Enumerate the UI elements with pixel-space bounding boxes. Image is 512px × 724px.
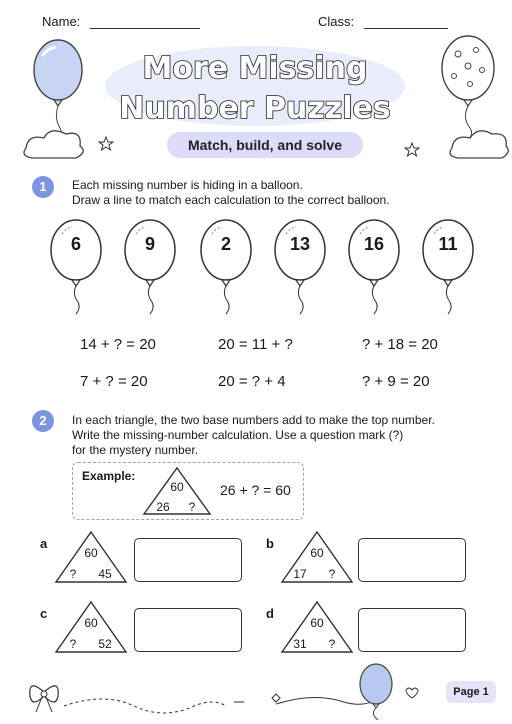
balloon-number: 9 <box>144 234 155 254</box>
balloon-number: 13 <box>289 234 311 254</box>
class-line[interactable] <box>364 28 448 29</box>
triangle-right-number: ? <box>188 500 196 514</box>
triangle-top-number: 60 <box>310 616 324 630</box>
triangle-top-number: 60 <box>310 546 324 560</box>
answer-box[interactable] <box>134 538 242 582</box>
equation[interactable]: 20 = ? + 4 <box>218 373 286 390</box>
triangle-right-number: 45 <box>98 567 112 581</box>
example-triangle <box>142 466 212 516</box>
equation[interactable]: 7 + ? = 20 <box>80 373 148 390</box>
balloon[interactable] <box>272 218 328 328</box>
triangle-right-number: 52 <box>98 637 112 651</box>
page-number-badge: Page 1 <box>446 681 496 703</box>
triangle-left-number: 31 <box>293 637 307 651</box>
answer-box[interactable] <box>358 538 466 582</box>
balloon[interactable] <box>198 218 254 328</box>
triangle-left-number: 26 <box>156 500 170 514</box>
star-icon <box>404 142 420 158</box>
class-field-group <box>318 14 448 29</box>
equation[interactable]: ? + 18 = 20 <box>362 336 438 353</box>
triangle-right-number: ? <box>328 637 336 651</box>
puzzle-letter: d <box>266 606 274 621</box>
name-field-group <box>42 14 200 29</box>
section-number-badge: 1 <box>32 176 54 198</box>
puzzle-triangle <box>280 530 354 584</box>
bow-icon <box>30 686 58 712</box>
balloon-number: 6 <box>70 234 81 254</box>
heart-icon <box>406 688 418 698</box>
puzzle-triangle <box>54 600 128 654</box>
example-label: Example: <box>82 469 136 483</box>
name-label: Name: <box>42 14 81 29</box>
section-number-badge: 2 <box>32 410 54 432</box>
title-line1: More Missing <box>142 51 368 86</box>
balloon-number: 2 <box>220 234 231 254</box>
section1-instructions <box>72 178 390 208</box>
triangle-top-number: 60 <box>84 616 98 630</box>
puzzle-letter: c <box>40 606 48 621</box>
title-line2: Number Puzzles <box>119 91 391 126</box>
name-line[interactable] <box>90 28 200 29</box>
balloon[interactable] <box>122 218 178 328</box>
triangle-left-number: 17 <box>293 567 307 581</box>
triangle-left-number: ? <box>69 567 77 581</box>
footer-decoration <box>14 662 434 722</box>
instruction-line: Write the missing-number calculation. Use a question mark (?) <box>72 428 404 442</box>
equation[interactable]: 20 = 11 + ? <box>218 336 293 353</box>
triangle-top-number: 60 <box>84 546 98 560</box>
balloon-decoration-left-icon <box>18 38 98 168</box>
subtitle-pill: Match, build, and solve <box>167 132 363 158</box>
balloon-number: 16 <box>363 234 385 254</box>
puzzle-letter: b <box>266 536 274 551</box>
equation[interactable]: 14 + ? = 20 <box>80 336 156 353</box>
triangle-left-number: ? <box>69 637 77 651</box>
puzzle-letter: a <box>40 536 48 551</box>
section2-instructions <box>72 413 435 458</box>
instruction-line: In each triangle, the two base numbers add to make the top number. <box>72 413 435 427</box>
instruction-line: for the mystery number. <box>72 443 199 457</box>
equation[interactable]: ? + 9 = 20 <box>362 373 430 390</box>
answer-box[interactable] <box>134 608 242 652</box>
example-calculation: 26 + ? = 60 <box>220 482 291 498</box>
title-lettering <box>105 40 415 140</box>
answer-box[interactable] <box>358 608 466 652</box>
balloon[interactable] <box>346 218 402 328</box>
triangle-right-number: ? <box>328 567 336 581</box>
polka-dot-balloon-icon <box>422 34 512 166</box>
balloon-number: 11 <box>438 234 458 254</box>
sparkle-icon <box>272 694 280 702</box>
instruction-line: Draw a line to match each calculation to the correct balloon. <box>72 193 390 207</box>
class-label: Class: <box>318 14 355 29</box>
puzzle-triangle <box>280 600 354 654</box>
triangle-top-number: 60 <box>170 480 184 494</box>
small-balloon-icon <box>360 664 392 720</box>
balloon[interactable] <box>420 218 476 328</box>
balloon[interactable] <box>48 218 104 328</box>
puzzle-triangle <box>54 530 128 584</box>
instruction-line: Each missing number is hiding in a balloon. <box>72 178 303 192</box>
